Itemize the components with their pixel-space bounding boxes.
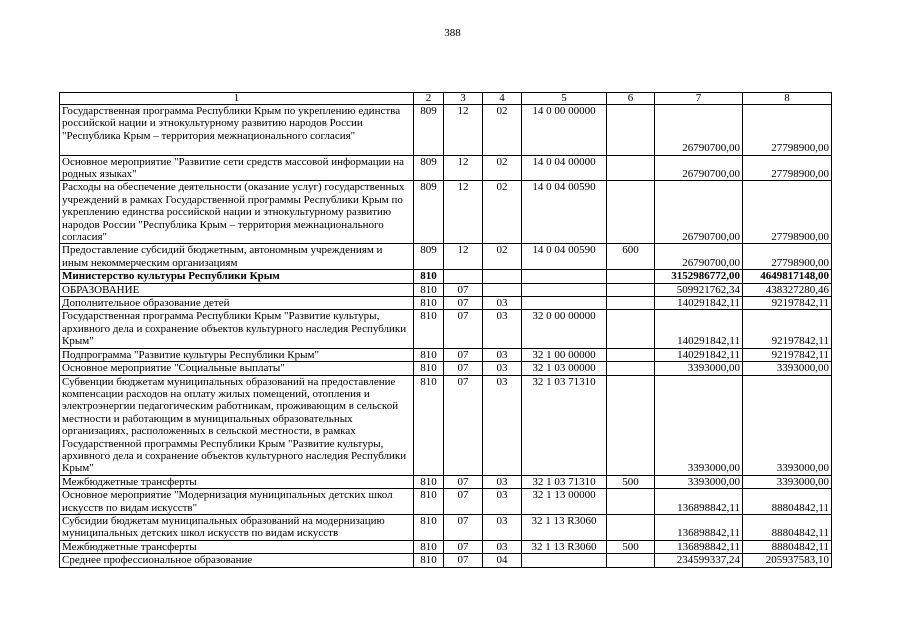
cell-subsection-code — [483, 283, 522, 296]
cell-target-article: 32 0 00 00000 — [522, 310, 607, 348]
cell-ministry-code: 810 — [414, 310, 444, 348]
cell-expense-type: 500 — [607, 475, 655, 488]
cell-expense-type: 600 — [607, 244, 655, 270]
table-row — [60, 310, 832, 348]
header-cell: 4 — [483, 93, 522, 105]
cell-amount-year-2: 88804842,11 — [743, 514, 832, 540]
cell-target-article: 32 1 00 00000 — [522, 348, 607, 361]
cell-ministry-code: 810 — [414, 270, 444, 283]
cell-expense-type — [607, 283, 655, 296]
cell-amount-year-2: 88804842,11 — [743, 489, 832, 515]
cell-subsection-code: 03 — [483, 348, 522, 361]
cell-ministry-code: 810 — [414, 362, 444, 375]
cell-amount-year-2: 3393000,00 — [743, 475, 832, 488]
cell-expense-type: 500 — [607, 540, 655, 553]
cell-amount-year-1: 234599337,24 — [655, 554, 743, 567]
cell-amount-year-1: 3152986772,00 — [655, 270, 743, 283]
cell-section-code: 07 — [444, 514, 483, 540]
cell-amount-year-1: 140291842,11 — [655, 310, 743, 348]
table-row — [60, 489, 832, 515]
cell-amount-year-2: 438327280,46 — [743, 283, 832, 296]
row-description: Субсидии бюджетам муниципальных образований на модернизацию муниципальных детских школ искусств по видам искусств — [60, 514, 414, 540]
cell-expense-type — [607, 489, 655, 515]
page-number: 388 — [444, 27, 461, 39]
cell-amount-year-2: 88804842,11 — [743, 540, 832, 553]
cell-amount-year-1: 509921762,34 — [655, 283, 743, 296]
cell-expense-type — [607, 310, 655, 348]
cell-amount-year-1: 3393000,00 — [655, 362, 743, 375]
table-row — [60, 283, 832, 296]
cell-target-article: 14 0 04 00590 — [522, 244, 607, 270]
cell-expense-type — [607, 297, 655, 310]
cell-section-code: 07 — [444, 554, 483, 567]
row-description: Государственная программа Республики Крым по укреплению единства российской нации и этнокультурному развитию народов России "Республика Крым – территория межнационального согласия" — [60, 105, 414, 156]
cell-amount-year-1: 26790700,00 — [655, 105, 743, 156]
cell-amount-year-1: 136898842,11 — [655, 540, 743, 553]
cell-subsection-code: 03 — [483, 297, 522, 310]
cell-target-article: 32 1 03 71310 — [522, 375, 607, 475]
cell-expense-type — [607, 155, 655, 181]
cell-amount-year-1: 26790700,00 — [655, 181, 743, 244]
table-row — [60, 514, 832, 540]
table-row — [60, 105, 832, 156]
cell-expense-type — [607, 514, 655, 540]
table-row — [60, 270, 832, 283]
cell-section-code: 07 — [444, 540, 483, 553]
cell-ministry-code: 810 — [414, 489, 444, 515]
cell-amount-year-2: 4649817148,00 — [743, 270, 832, 283]
cell-amount-year-2: 92197842,11 — [743, 348, 832, 361]
cell-section-code: 07 — [444, 475, 483, 488]
row-description: Расходы на обеспечение деятельности (оказание услуг) государственных учреждений в рамках Государственной программы Республики Крым по укреплению единства российской нации и этнокультурному развитию народов России "Республика Крым – территория межнационального согласия" — [60, 181, 414, 244]
cell-amount-year-1: 140291842,11 — [655, 297, 743, 310]
cell-ministry-code: 810 — [414, 540, 444, 553]
row-description: Субвенции бюджетам муниципальных образований на предоставление компенсации расходов на оплату жилых помещений, отопления и электроэнергии педагогическим работникам, проживающим в сельской местности и работающим в муниципальных образовательных организациях, расположенных в сельской местности, в рамках Государственной программы Республики Крым "Развитие культуры, архивного дела и сохранение объектов культурного наследия Республики Крым" — [60, 375, 414, 475]
header-cell: 2 — [414, 93, 444, 105]
cell-section-code: 07 — [444, 375, 483, 475]
cell-expense-type — [607, 348, 655, 361]
cell-ministry-code: 809 — [414, 181, 444, 244]
cell-subsection-code: 03 — [483, 475, 522, 488]
cell-target-article: 32 1 03 71310 — [522, 475, 607, 488]
cell-target-article: 14 0 04 00000 — [522, 155, 607, 181]
cell-section-code: 07 — [444, 348, 483, 361]
row-description: Государственная программа Республики Крым "Развитие культуры, архивного дела и сохранение объектов культурного наследия Республики Крым" — [60, 310, 414, 348]
row-description: Межбюджетные трансферты — [60, 540, 414, 553]
cell-section-code: 07 — [444, 283, 483, 296]
table-row — [60, 155, 832, 181]
cell-target-article — [522, 283, 607, 296]
cell-expense-type — [607, 105, 655, 156]
table-row — [60, 540, 832, 553]
row-description: Основное мероприятие "Развитие сети средств массовой информации на родных языках" — [60, 155, 414, 181]
cell-ministry-code: 810 — [414, 475, 444, 488]
table-row — [60, 244, 832, 270]
cell-subsection-code: 03 — [483, 489, 522, 515]
cell-ministry-code: 809 — [414, 155, 444, 181]
cell-subsection-code: 03 — [483, 362, 522, 375]
cell-ministry-code: 809 — [414, 105, 444, 156]
cell-amount-year-2: 3393000,00 — [743, 375, 832, 475]
cell-section-code: 07 — [444, 489, 483, 515]
header-cell: 3 — [444, 93, 483, 105]
cell-amount-year-1: 3393000,00 — [655, 375, 743, 475]
cell-section-code — [444, 270, 483, 283]
cell-target-article — [522, 554, 607, 567]
cell-section-code: 12 — [444, 155, 483, 181]
cell-target-article: 14 0 04 00590 — [522, 181, 607, 244]
table-header-row — [60, 93, 832, 105]
row-description: ОБРАЗОВАНИЕ — [60, 283, 414, 296]
cell-subsection-code: 02 — [483, 155, 522, 181]
cell-expense-type — [607, 270, 655, 283]
cell-section-code: 12 — [444, 244, 483, 270]
cell-amount-year-1: 3393000,00 — [655, 475, 743, 488]
cell-amount-year-2: 92197842,11 — [743, 297, 832, 310]
cell-amount-year-1: 136898842,11 — [655, 489, 743, 515]
table-row — [60, 181, 832, 244]
cell-amount-year-1: 26790700,00 — [655, 244, 743, 270]
cell-expense-type — [607, 554, 655, 567]
cell-ministry-code: 810 — [414, 514, 444, 540]
cell-ministry-code: 810 — [414, 348, 444, 361]
cell-subsection-code: 03 — [483, 375, 522, 475]
table-row — [60, 475, 832, 488]
cell-amount-year-2: 92197842,11 — [743, 310, 832, 348]
cell-subsection-code: 02 — [483, 244, 522, 270]
row-description: Основное мероприятие "Модернизация муниципальных детских школ искусств по видам искусств" — [60, 489, 414, 515]
cell-amount-year-2: 27798900,00 — [743, 244, 832, 270]
cell-amount-year-1: 136898842,11 — [655, 514, 743, 540]
cell-ministry-code: 810 — [414, 554, 444, 567]
cell-amount-year-1: 26790700,00 — [655, 155, 743, 181]
header-cell: 5 — [522, 93, 607, 105]
table-row — [60, 297, 832, 310]
table-row — [60, 348, 832, 361]
cell-subsection-code: 02 — [483, 181, 522, 244]
cell-subsection-code: 03 — [483, 310, 522, 348]
cell-amount-year-2: 27798900,00 — [743, 105, 832, 156]
cell-expense-type — [607, 362, 655, 375]
cell-section-code: 07 — [444, 310, 483, 348]
cell-subsection-code: 03 — [483, 514, 522, 540]
cell-amount-year-2: 3393000,00 — [743, 362, 832, 375]
cell-amount-year-1: 140291842,11 — [655, 348, 743, 361]
cell-section-code: 12 — [444, 105, 483, 156]
cell-ministry-code: 809 — [414, 244, 444, 270]
cell-target-article — [522, 270, 607, 283]
row-description: Межбюджетные трансферты — [60, 475, 414, 488]
cell-subsection-code: 03 — [483, 540, 522, 553]
cell-section-code: 12 — [444, 181, 483, 244]
cell-subsection-code — [483, 270, 522, 283]
row-description: Министерство культуры Республики Крым — [60, 270, 414, 283]
cell-amount-year-2: 205937583,10 — [743, 554, 832, 567]
cell-subsection-code: 02 — [483, 105, 522, 156]
cell-section-code: 07 — [444, 362, 483, 375]
cell-target-article: 14 0 00 00000 — [522, 105, 607, 156]
row-description: Дополнительное образование детей — [60, 297, 414, 310]
table-row — [60, 554, 832, 567]
cell-amount-year-2: 27798900,00 — [743, 181, 832, 244]
cell-ministry-code: 810 — [414, 283, 444, 296]
cell-section-code: 07 — [444, 297, 483, 310]
row-description: Предоставление субсидий бюджетным, автономным учреждениям и иным некоммерческим организациям — [60, 244, 414, 270]
cell-amount-year-2: 27798900,00 — [743, 155, 832, 181]
cell-ministry-code: 810 — [414, 297, 444, 310]
row-description: Среднее профессиональное образование — [60, 554, 414, 567]
table-row — [60, 375, 832, 475]
row-description: Подпрограмма "Развитие культуры Республики Крым" — [60, 348, 414, 361]
row-description: Основное мероприятие "Социальные выплаты" — [60, 362, 414, 375]
cell-subsection-code: 04 — [483, 554, 522, 567]
cell-expense-type — [607, 181, 655, 244]
header-cell: 6 — [607, 93, 655, 105]
cell-target-article: 32 1 13 00000 — [522, 489, 607, 515]
header-cell: 7 — [655, 93, 743, 105]
cell-ministry-code: 810 — [414, 375, 444, 475]
cell-target-article: 32 1 13 R3060 — [522, 514, 607, 540]
table-row — [60, 362, 832, 375]
cell-target-article: 32 1 03 00000 — [522, 362, 607, 375]
cell-target-article: 32 1 13 R3060 — [522, 540, 607, 553]
header-cell: 8 — [743, 93, 832, 105]
budget-table — [59, 92, 832, 568]
cell-target-article — [522, 297, 607, 310]
header-cell: 1 — [60, 93, 414, 105]
cell-expense-type — [607, 375, 655, 475]
